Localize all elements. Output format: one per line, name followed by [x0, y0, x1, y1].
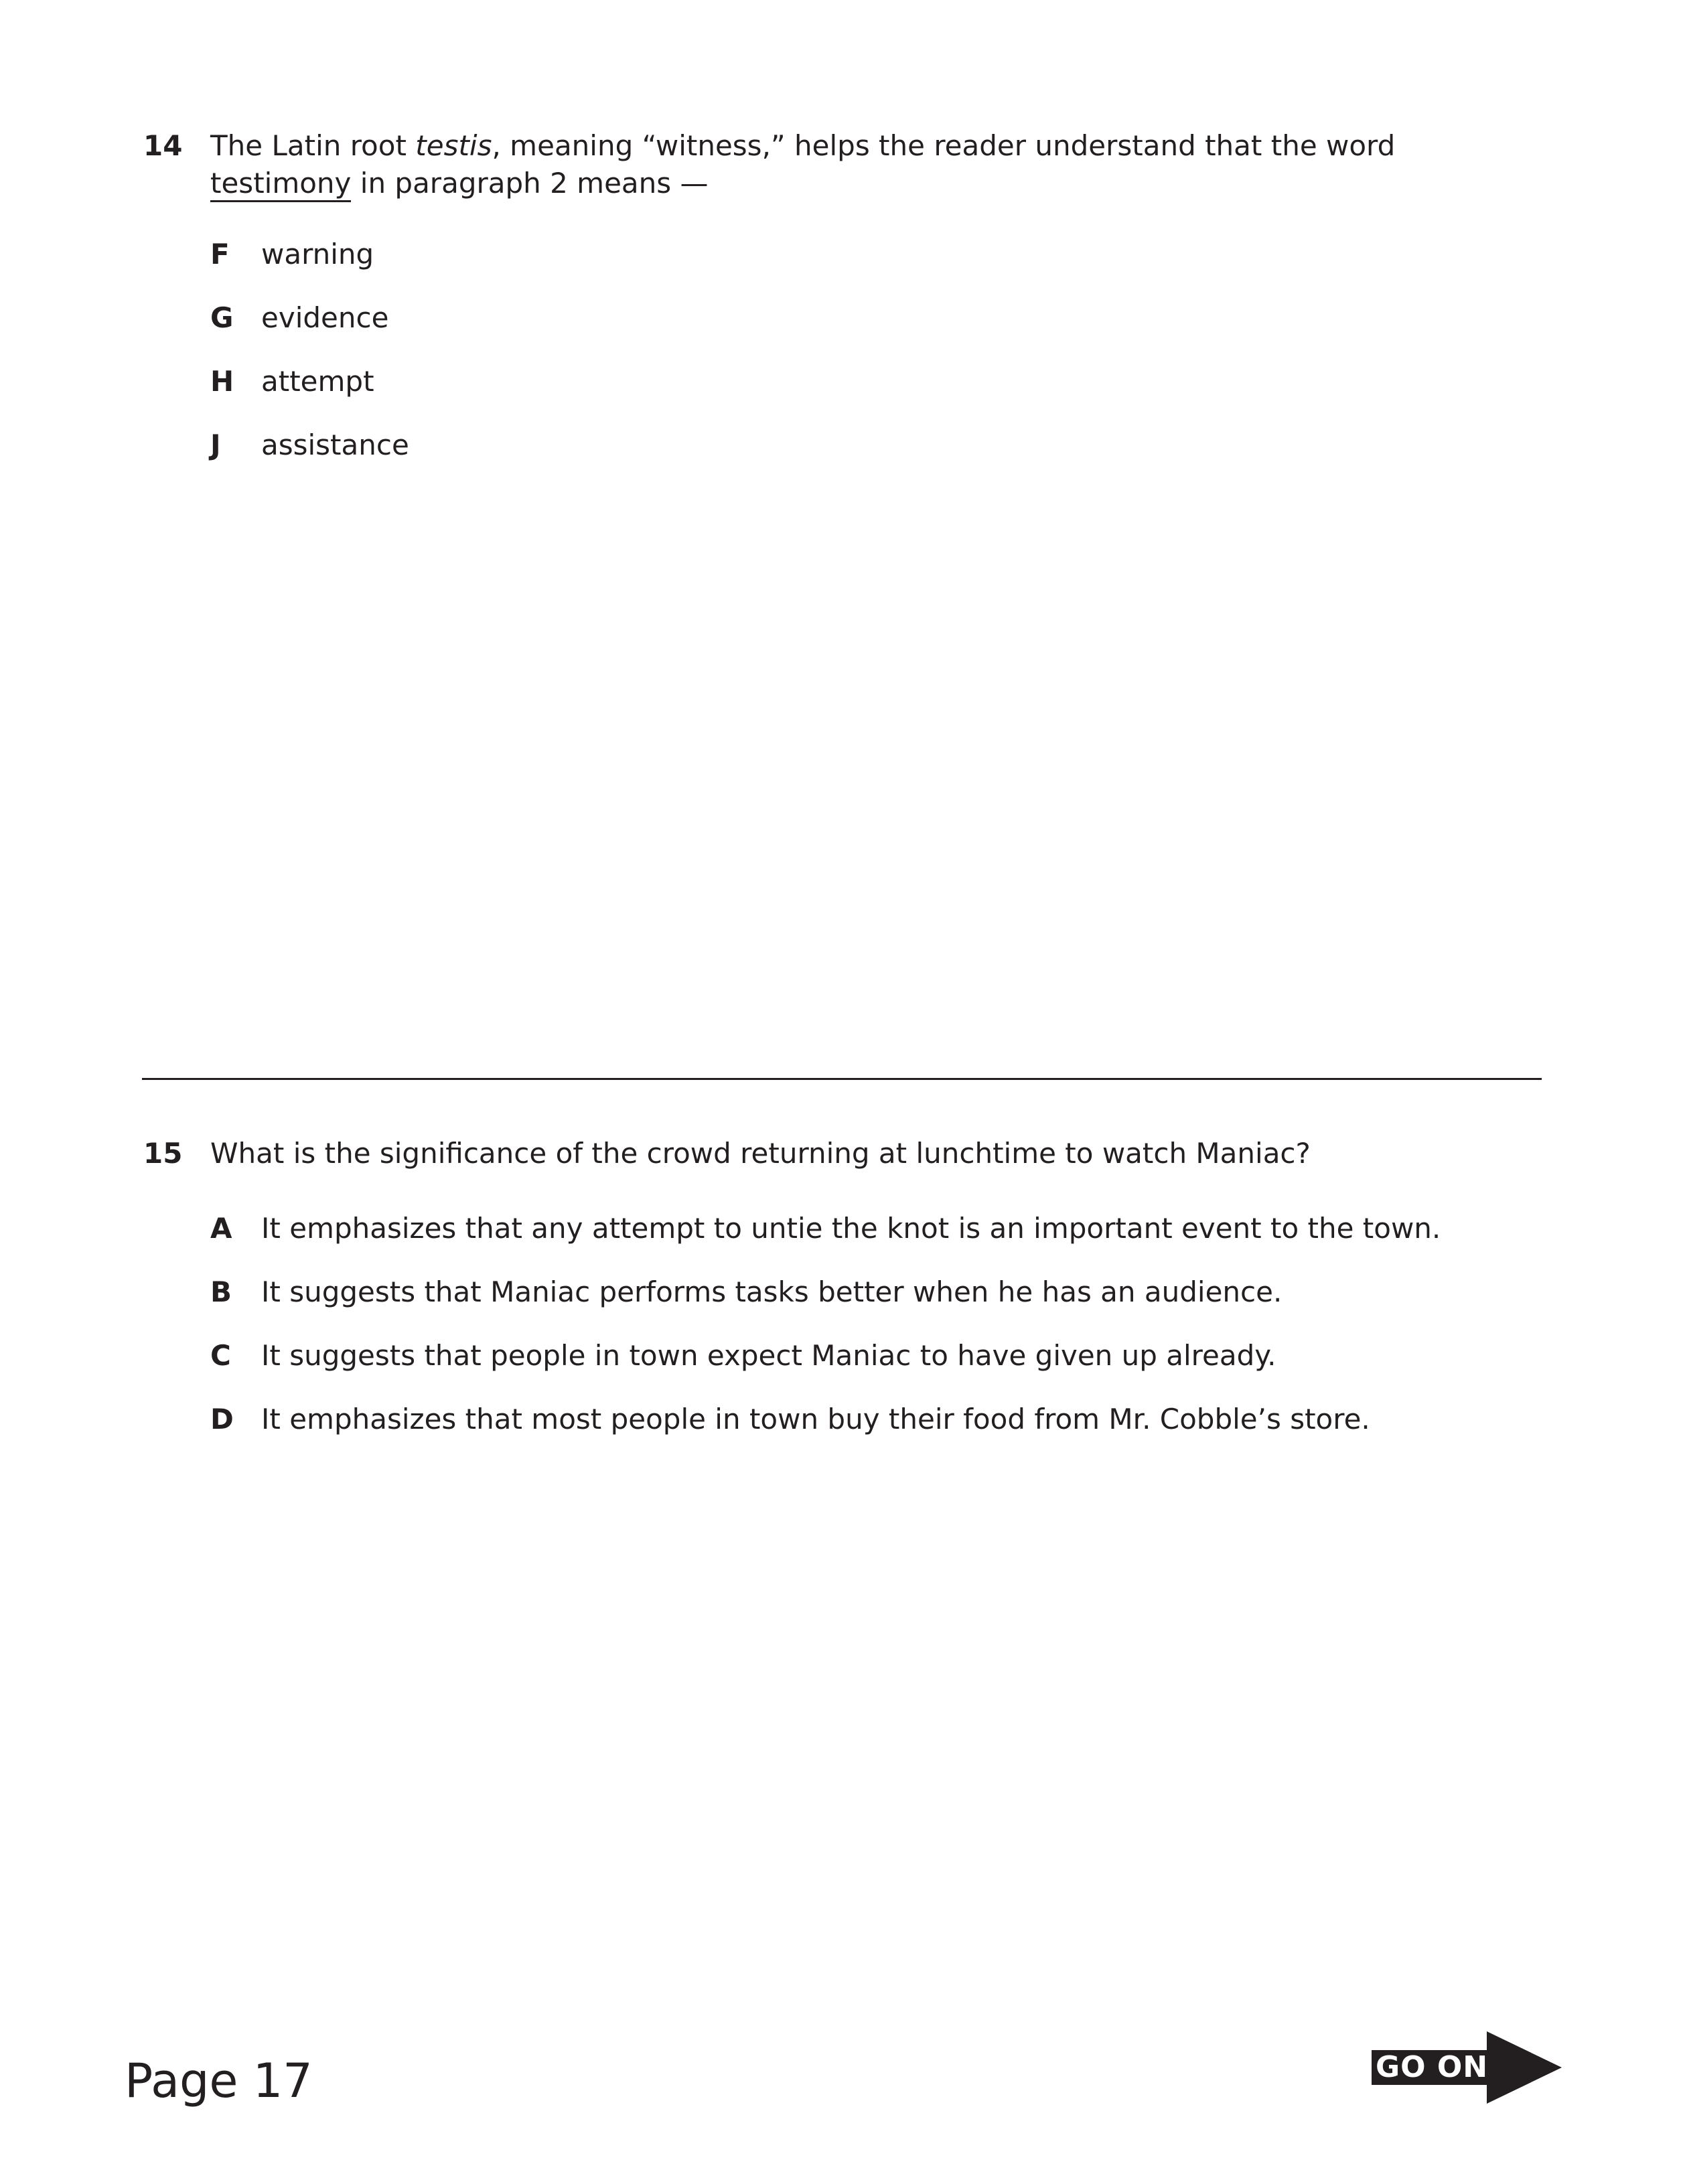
- choice-text: It emphasizes that any attempt to untie the knot is an important event to the town.: [261, 1212, 1441, 1245]
- choice-letter: A: [210, 1212, 232, 1245]
- stem-text: , meaning “witness,” helps the reader understand that the word: [492, 129, 1396, 162]
- root-word: testis: [415, 129, 492, 162]
- question-stem: [210, 127, 1536, 202]
- answer-choice-g[interactable]: [210, 299, 1536, 337]
- answer-choice-j[interactable]: [210, 426, 1536, 464]
- stem-text: The Latin root: [210, 129, 416, 162]
- choice-text: It emphasizes that most people in town buy their food from Mr. Cobble’s store.: [261, 1403, 1370, 1435]
- go-on-button[interactable]: [1372, 2031, 1566, 2104]
- choice-letter: J: [210, 428, 221, 461]
- answer-choice-d[interactable]: [210, 1401, 1536, 1438]
- question-number: 14: [143, 129, 183, 162]
- target-word: testimony: [210, 167, 351, 202]
- page-number: Page 17: [125, 2053, 313, 2108]
- choice-text: warning: [261, 238, 374, 270]
- choice-text: evidence: [261, 301, 389, 334]
- stem-text: in paragraph 2 means —: [351, 167, 709, 200]
- question-15: [143, 1135, 1550, 1456]
- question-stem: What is the significance of the crowd returning at lunchtime to watch Maniac?: [210, 1137, 1311, 1170]
- choice-letter: D: [210, 1403, 234, 1435]
- choice-letter: H: [210, 365, 234, 398]
- question-number: 15: [143, 1137, 183, 1170]
- answer-choice-b[interactable]: [210, 1273, 1536, 1311]
- arrow-right-icon: [1487, 2031, 1562, 2104]
- answer-choice-f[interactable]: [210, 236, 1536, 273]
- choice-text: attempt: [261, 365, 374, 398]
- answer-choice-a[interactable]: [210, 1210, 1536, 1247]
- go-on-label: GO ON: [1376, 2050, 1489, 2084]
- question-14: [143, 127, 1550, 475]
- choice-letter: B: [210, 1275, 232, 1308]
- choice-letter: F: [210, 238, 230, 270]
- section-divider: [142, 1078, 1542, 1080]
- choice-text: It suggests that Maniac performs tasks better when he has an audience.: [261, 1275, 1283, 1308]
- choice-letter: G: [210, 301, 234, 334]
- choice-text: It suggests that people in town expect Maniac to have given up already.: [261, 1339, 1276, 1372]
- choice-letter: C: [210, 1339, 231, 1372]
- choice-text: assistance: [261, 428, 409, 461]
- answer-choice-h[interactable]: [210, 363, 1536, 400]
- answer-choice-c[interactable]: [210, 1337, 1536, 1375]
